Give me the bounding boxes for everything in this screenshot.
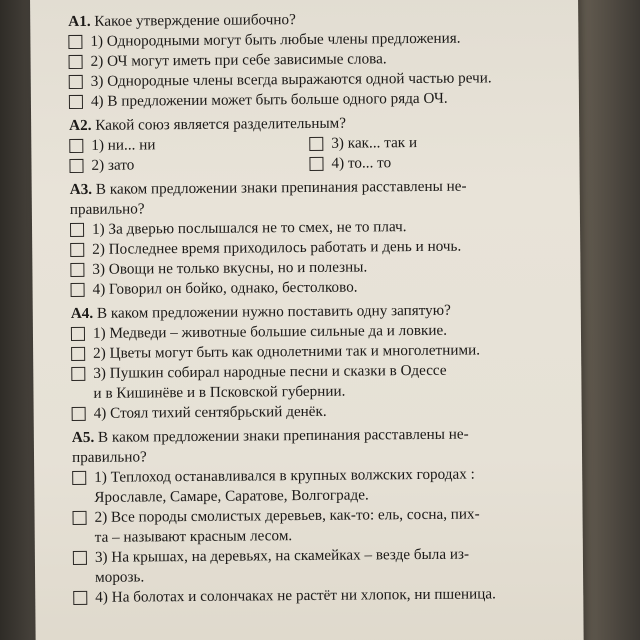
question-a1-text: Какое утверждение ошибочно? [94,11,296,30]
question-a5-number: А5. [71,428,95,447]
answer-option [69,134,309,156]
answer-text: 3) Однородные члены всегда выражаются одной частью речи. [90,69,492,90]
answer-text: 3) Овощи не только вкусны, но и полезны. [92,258,368,278]
answer-checkbox[interactable] [72,407,86,421]
answer-text: та – называют красным лесом. [94,527,293,546]
answer-checkbox[interactable] [73,511,87,525]
answer-text: 1) Медведи – животные большие сильные да и ловкие. [92,321,448,342]
answer-checkbox[interactable] [69,139,83,153]
question-a2-number: А2. [69,116,92,135]
answer-text: 2) Последнее время приходилось работать и день и ночь. [92,237,462,258]
answer-text: 4) то... то [331,154,392,172]
answer-text: 4) На болотах и солончаках не растёт ни хлопок, ни пшеница. [95,585,496,606]
answer-text: 2) Цветы могут быть как однолетними так и многолетними. [93,341,481,362]
answer-checkbox[interactable] [71,367,85,381]
answer-checkbox[interactable] [70,223,84,237]
answer-option [69,154,309,176]
question-a5-text-line2: правильно? [71,448,147,467]
answer-checkbox[interactable] [71,327,85,341]
answer-text: Ярославле, Самаре, Саратове, Волгограде. [94,486,369,506]
answer-checkbox[interactable] [71,347,85,361]
answer-text: 1) Теплоход останавливался в крупных волжских городах : [94,465,475,486]
answer-text: 3) Пушкин собирал народные песни и сказки в Одессе [93,361,447,382]
answer-text: 4) Стоял тихий сентябрьский денёк. [93,402,327,422]
answer-checkbox[interactable] [309,157,323,171]
answer-checkbox[interactable] [70,243,84,257]
test-sheet [30,0,584,640]
question-a4-number: А4. [70,304,94,323]
answer-text: 1) ни... ни [91,136,156,154]
answer-text: 2) Все породы смолистых деревьев, как-то: ель, сосна, пих- [94,505,480,526]
answer-option [69,88,569,112]
answer-grid [69,132,569,176]
question-a5 [72,424,574,608]
answer-checkbox[interactable] [69,159,83,173]
question-a3-text-line1: В каком предложении знаки препинания расставлены не- [95,177,467,198]
answer-checkbox[interactable] [70,263,84,277]
answer-option [309,132,509,154]
question-a2-text: Какой союз является разделительным? [95,114,347,134]
answer-checkbox[interactable] [71,283,85,297]
question-a3-number: А3. [69,180,93,199]
sheet-content [68,8,573,612]
answer-text: и в Кишинёве и в Псковской губернии. [93,382,346,402]
question-a1 [68,8,569,112]
answer-text: 4) В предложении может быть больше одного ряда ОЧ. [90,89,448,110]
answer-option [73,584,573,608]
question-a4-text: В каком предложении нужно поставить одну запятую? [96,301,451,322]
answer-text: 3) На крышах, на деревьях, на скамейках – везде была из- [94,545,470,566]
answer-text: 3) как... так и [331,134,418,152]
answer-option [309,152,509,174]
answer-checkbox[interactable] [73,591,87,605]
question-a5-text-line1: В каком предложении знаки препинания расставлены не- [97,425,469,446]
question-a3 [70,176,571,300]
answer-checkbox[interactable] [68,35,82,49]
question-a4 [71,300,572,424]
question-a1-number: А1. [68,12,91,31]
answer-checkbox[interactable] [69,55,83,69]
answer-checkbox[interactable] [69,75,83,89]
answer-text: 1) Однородными могут быть любые члены предложения. [90,29,461,50]
answer-option [72,400,572,424]
answer-checkbox[interactable] [73,551,87,565]
question-a3-text-line2: правильно? [69,200,145,219]
answer-option [70,276,570,300]
answer-text: 4) Говорил он бойко, однако, бестолково. [92,278,358,298]
answer-checkbox[interactable] [69,95,83,109]
answer-text: 2) ОЧ могут иметь при себе зависимые слова. [90,50,387,70]
answer-checkbox[interactable] [72,471,86,485]
answer-text: 1) За дверью послышался не то смех, не то плач. [91,218,407,238]
answer-checkbox[interactable] [309,137,323,151]
answer-text: морозь. [95,568,145,586]
answer-text: 2) зато [91,156,135,174]
question-a2 [69,112,570,176]
